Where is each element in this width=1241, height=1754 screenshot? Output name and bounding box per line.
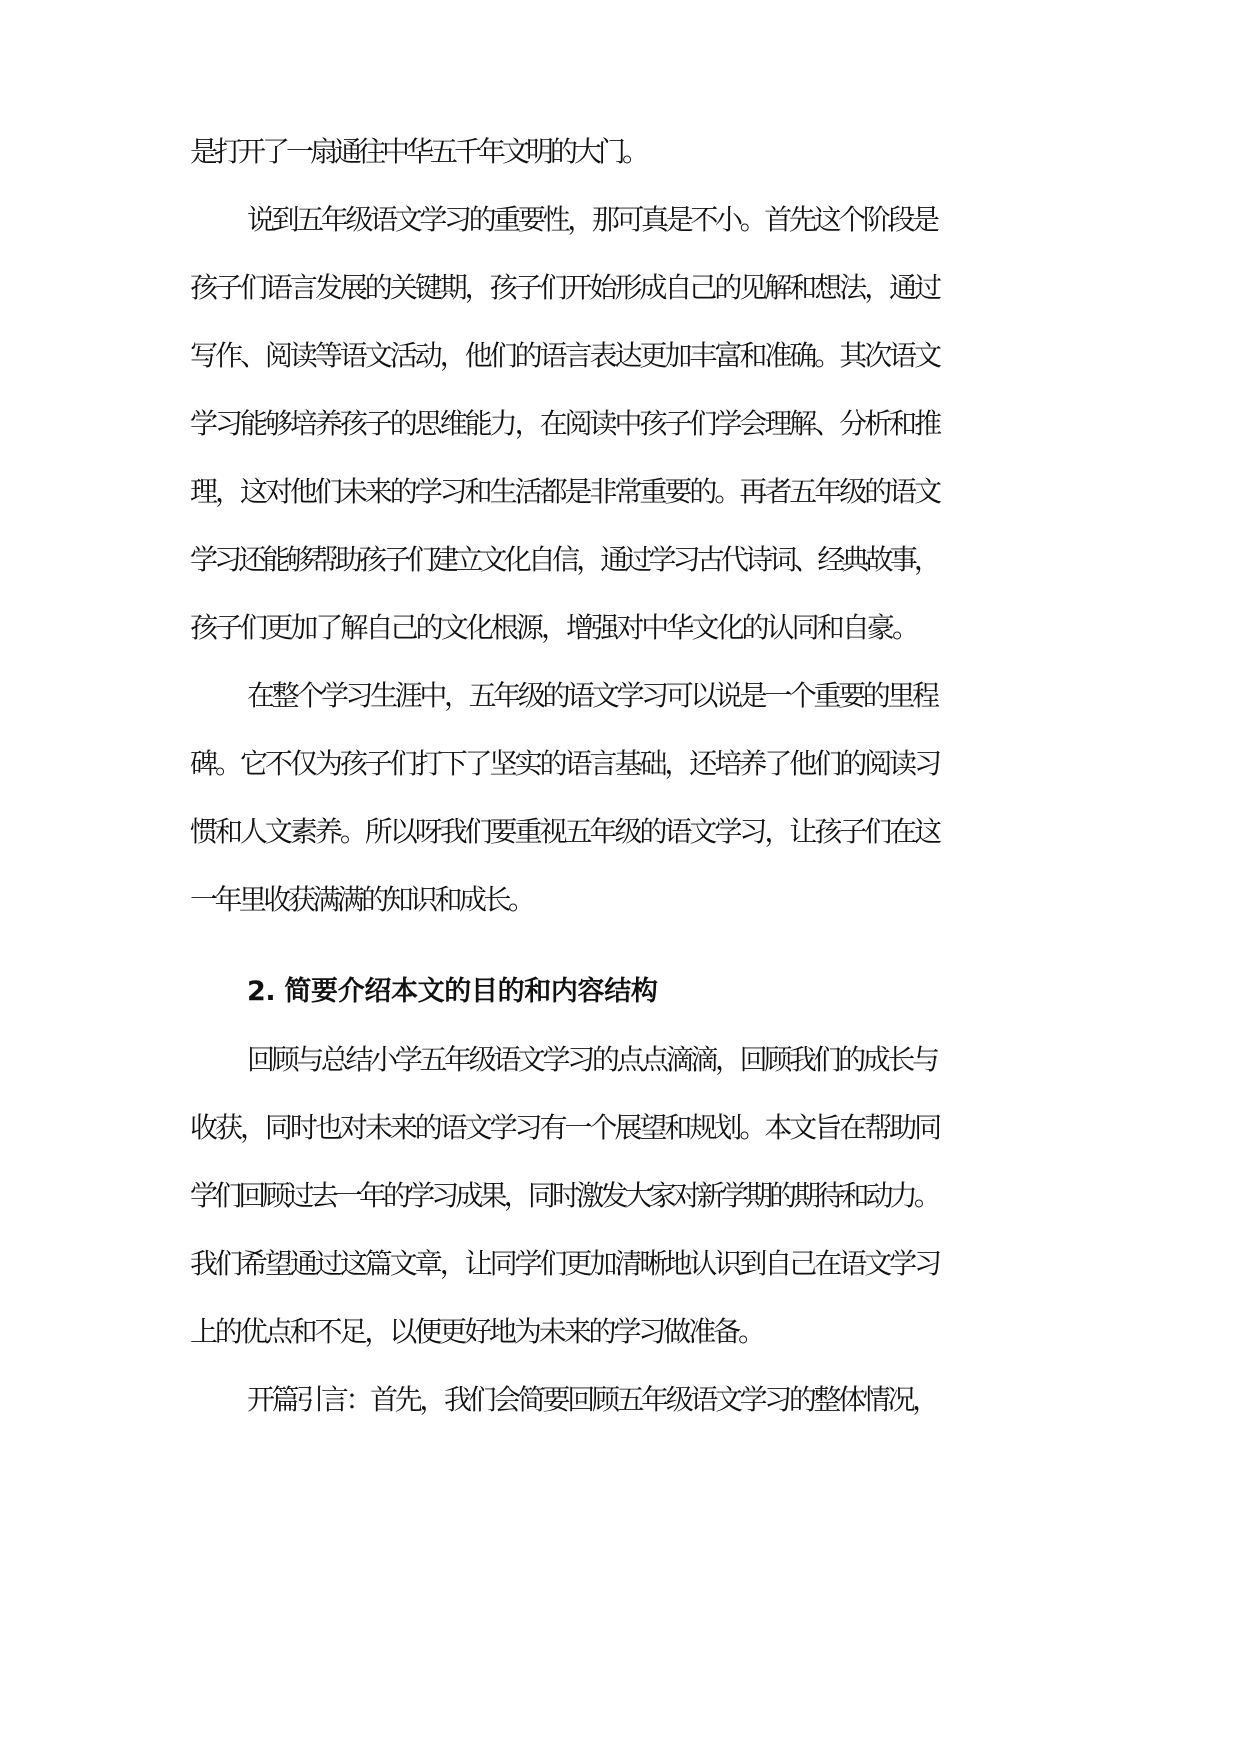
text-line-6: 理，这对他们未来的学习和生活都是非常重要的。再者五年级的语文 <box>190 475 940 508</box>
text-line-16: 我们希望通过这篇文章，让同学们更加清晰地认识到自己在语文学习 <box>190 1247 940 1280</box>
text-line-8: 孩子们更加了解自己的文化根源，增强对中华文化的认同和自豪。 <box>190 611 918 644</box>
text-line-13: 回顾与总结小学五年级语文学习的点点滴滴，回顾我们的成长与 <box>247 1043 937 1076</box>
text-line-17: 上的优点和不足，以便更好地为未来的学习做准备。 <box>190 1315 763 1348</box>
text-line-18: 开篇引言：首先，我们会简要回顾五年级语文学习的整体情况， <box>247 1383 937 1416</box>
text-line-5: 学习能够培养孩子的思维能力，在阅读中孩子们学会理解、分析和推 <box>190 407 940 440</box>
section-heading: 2. 简要介绍本文的目的和内容结构 <box>247 976 658 1007</box>
text-line-4: 写作、阅读等语文活动，他们的语言表达更加丰富和准确。其次语文 <box>190 339 940 372</box>
text-line-2: 说到五年级语文学习的重要性，那可真是不小。首先这个阶段是 <box>247 203 937 236</box>
text-line-11: 惯和人文素养。所以呀我们要重视五年级的语文学习，让孩子们在这 <box>190 815 940 848</box>
text-line-9: 在整个学习生涯中，五年级的语文学习可以说是一个重要的里程 <box>247 679 937 712</box>
text-line-3: 孩子们语言发展的关键期，孩子们开始形成自己的见解和想法，通过 <box>190 271 940 304</box>
text-line-15: 学们回顾过去一年的学习成果，同时激发大家对新学期的期待和动力。 <box>190 1179 939 1212</box>
text-line-7: 学习还能够帮助孩子们建立文化自信，通过学习古代诗词、经典故事， <box>190 543 939 576</box>
text-line-10: 碑。它不仅为孩子们打下了坚实的语言基础，还培养了他们的阅读习 <box>190 747 940 780</box>
text-line-1: 是打开了一扇通往中华五千年文明的大门。 <box>190 135 647 168</box>
text-line-14: 收获，同时也对未来的语文学习有一个展望和规划。本文旨在帮助同 <box>190 1111 940 1144</box>
text-line-12: 一年里收获满满的知识和成长。 <box>190 883 533 916</box>
